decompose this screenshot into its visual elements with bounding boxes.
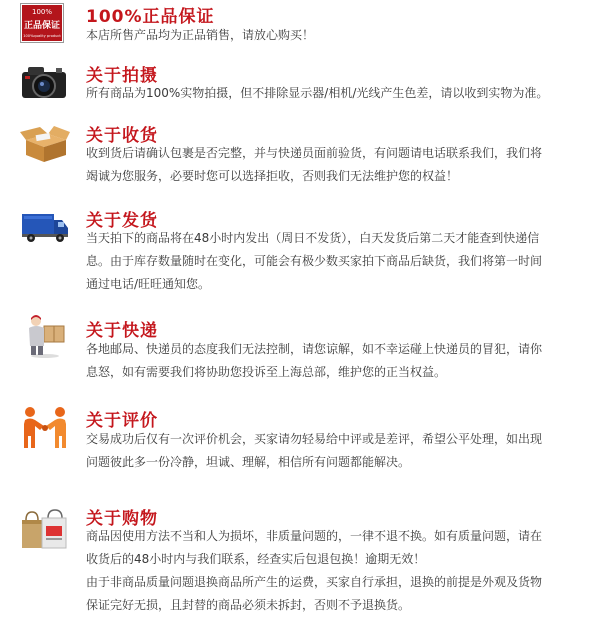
section-title: 关于收货 (86, 126, 158, 146)
section-title: 关于评价 (86, 411, 158, 431)
section-title: 关于拍摄 (86, 66, 158, 86)
body-line: 商品因使用方法不当和人为损坏，非质量问题的，一律不退不换。如有质量问题，请在 (86, 529, 543, 543)
body-line: 收货后的48小时内与我们联系，经查实后包退包换！逾期无效！ (86, 552, 426, 566)
open-box-icon (18, 122, 70, 164)
section-body (86, 142, 586, 188)
body-line: 本店所售产品均为正品销售，请放心购买！ (86, 28, 315, 42)
section-body (86, 338, 586, 384)
body-line: 问题彼此多一份冷静，坦诚、理解，相信所有问题都能解决。 (86, 455, 411, 469)
courier-icon (22, 312, 68, 358)
svg-text:正品保证: 正品保证 (23, 21, 61, 31)
section-body (86, 227, 586, 296)
handshake-icon (20, 404, 70, 450)
section-title: 100%正品保证 (86, 7, 215, 27)
camera-icon (20, 62, 68, 102)
section-body (86, 428, 586, 474)
body-line: 交易成功后仅有一次评价机会，买家请勿轻易给中评或是差评，希望公平处理，如出现 (86, 432, 543, 446)
body-line: 由于非商品质量问题退换商品所产生的运费，买家自行承担，退换的前提是外观及货物 (86, 575, 543, 589)
body-line: 息怒，如有需要我们将协助您投诉至上海总部，维护您的正当权益。 (86, 365, 447, 379)
svg-text:100%: 100% (31, 8, 53, 16)
section-body (86, 525, 586, 617)
svg-text:100%quality product: 100%quality product (23, 34, 61, 38)
body-line: 通过电话/旺旺通知您。 (86, 277, 211, 291)
section-body (86, 82, 586, 105)
body-line: 竭诚为您服务，必要时您可以选择拒收，否则我们无法维护您的权益！ (86, 169, 459, 183)
genuine-product-badge-icon (20, 3, 64, 43)
section-title: 关于购物 (86, 509, 158, 529)
body-line: 保证完好无损，且封替的商品必须未拆封，否则不予退换货。 (86, 598, 411, 612)
body-line: 当天拍下的商品将在48小时内发出（周日不发货），白天发货后第二天才能查到快递信 (86, 231, 540, 245)
shopping-bag-icon (20, 506, 68, 550)
body-line: 所有商品为100%实物拍摄，但不排除显示器/相机/光线产生色差，请以收到实物为准。 (86, 86, 549, 100)
delivery-truck-icon (20, 210, 70, 244)
section-body (86, 24, 586, 47)
body-line: 收到货后请确认包裹是否完整，并与快递员面前验货，有问题请电话联系我们，我们将 (86, 146, 543, 160)
body-line: 各地邮局、快递员的态度我们无法控制，请您谅解，如不幸运碰上快递员的冒犯，请你 (86, 342, 543, 356)
section-title: 关于快递 (86, 321, 158, 341)
body-line: 息。由于库存数量随时在变化，可能会有极少数买家拍下商品后缺货，我们将第一时间 (86, 254, 543, 268)
section-title: 关于发货 (86, 211, 158, 231)
